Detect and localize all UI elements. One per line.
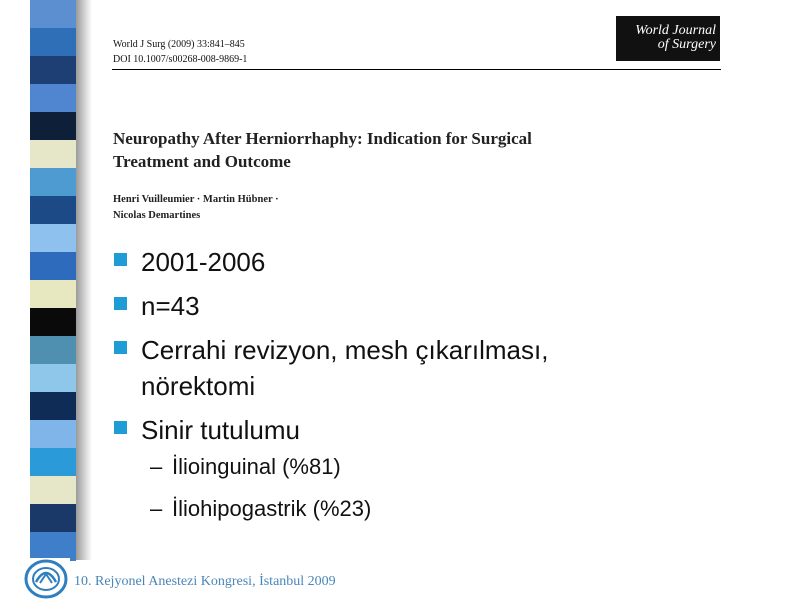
strip-cell bbox=[30, 336, 76, 365]
strip-cell bbox=[30, 364, 76, 393]
sub-bullet-item bbox=[114, 452, 674, 482]
bullet-text-line2: nörektomi bbox=[141, 371, 256, 401]
bullet-square-icon bbox=[114, 253, 127, 266]
dash-icon: – bbox=[150, 496, 163, 521]
strip-cell bbox=[30, 56, 76, 85]
bullet-square-icon bbox=[114, 297, 127, 310]
strip-cell bbox=[30, 532, 76, 561]
strip-cell bbox=[30, 84, 76, 113]
strip-cell bbox=[30, 504, 76, 533]
journal-logo bbox=[616, 16, 720, 61]
strip-cell bbox=[30, 420, 76, 449]
strip-cell bbox=[30, 168, 76, 197]
article-authors-line2: Nicolas Demartines bbox=[113, 210, 201, 221]
strip-shadow bbox=[76, 0, 92, 560]
strip-cell bbox=[30, 196, 76, 225]
sub-bullet-item bbox=[114, 494, 674, 524]
bullet-text-line1: Cerrahi revizyon, mesh çıkarılması, bbox=[141, 335, 549, 365]
strip-cell bbox=[30, 224, 76, 253]
strip-cell bbox=[30, 392, 76, 421]
bullet-item bbox=[114, 244, 674, 280]
bullet-text: Sinir tutulumu bbox=[141, 415, 300, 445]
bullet-item bbox=[114, 332, 674, 404]
bullet-item bbox=[114, 288, 674, 324]
strip-cell bbox=[30, 448, 76, 477]
strip-cell bbox=[30, 252, 76, 281]
strip-cell bbox=[30, 308, 76, 337]
article-title-line1: Neuropathy After Herniorrhaphy: Indication for Surgical bbox=[113, 129, 532, 148]
strip-cell bbox=[30, 476, 76, 505]
journal-logo-line1: World Journal bbox=[635, 23, 716, 38]
strip-cell bbox=[30, 280, 76, 309]
header-rule bbox=[112, 69, 721, 70]
strip-cell bbox=[30, 112, 76, 141]
footer-congress-text: 10. Rejyonel Anestezi Kongresi, İstanbul 2009 bbox=[74, 574, 336, 589]
dash-icon: – bbox=[150, 454, 163, 479]
citation-journal-line: World J Surg (2009) 33:841–845 bbox=[113, 39, 245, 50]
article-title bbox=[113, 127, 633, 173]
sub-bullet-text: İliohipogastrik (%23) bbox=[172, 496, 372, 521]
article-title-line2: Treatment and Outcome bbox=[113, 152, 291, 171]
article-authors bbox=[113, 192, 413, 224]
congress-logo-icon bbox=[22, 558, 70, 600]
citation-doi-line: DOI 10.1007/s00268-008-9869-1 bbox=[113, 54, 248, 65]
article-header-image bbox=[92, 0, 732, 236]
bullet-item bbox=[114, 412, 674, 448]
strip-cell bbox=[30, 0, 76, 29]
strip-cell bbox=[30, 140, 76, 169]
strip-cell bbox=[30, 28, 76, 57]
bullet-square-icon bbox=[114, 341, 127, 354]
sub-bullet-text: İlioinguinal (%81) bbox=[172, 454, 341, 479]
article-citation bbox=[113, 37, 247, 67]
bullet-square-icon bbox=[114, 421, 127, 434]
journal-logo-line2: of Surgery bbox=[657, 37, 716, 52]
decorative-color-strip bbox=[30, 0, 76, 560]
bullet-text: n=43 bbox=[141, 291, 200, 321]
bullet-text: 2001-2006 bbox=[141, 247, 266, 277]
article-authors-line1: Henri Vuilleumier · Martin Hübner · bbox=[113, 194, 279, 205]
bullet-list bbox=[114, 244, 674, 536]
